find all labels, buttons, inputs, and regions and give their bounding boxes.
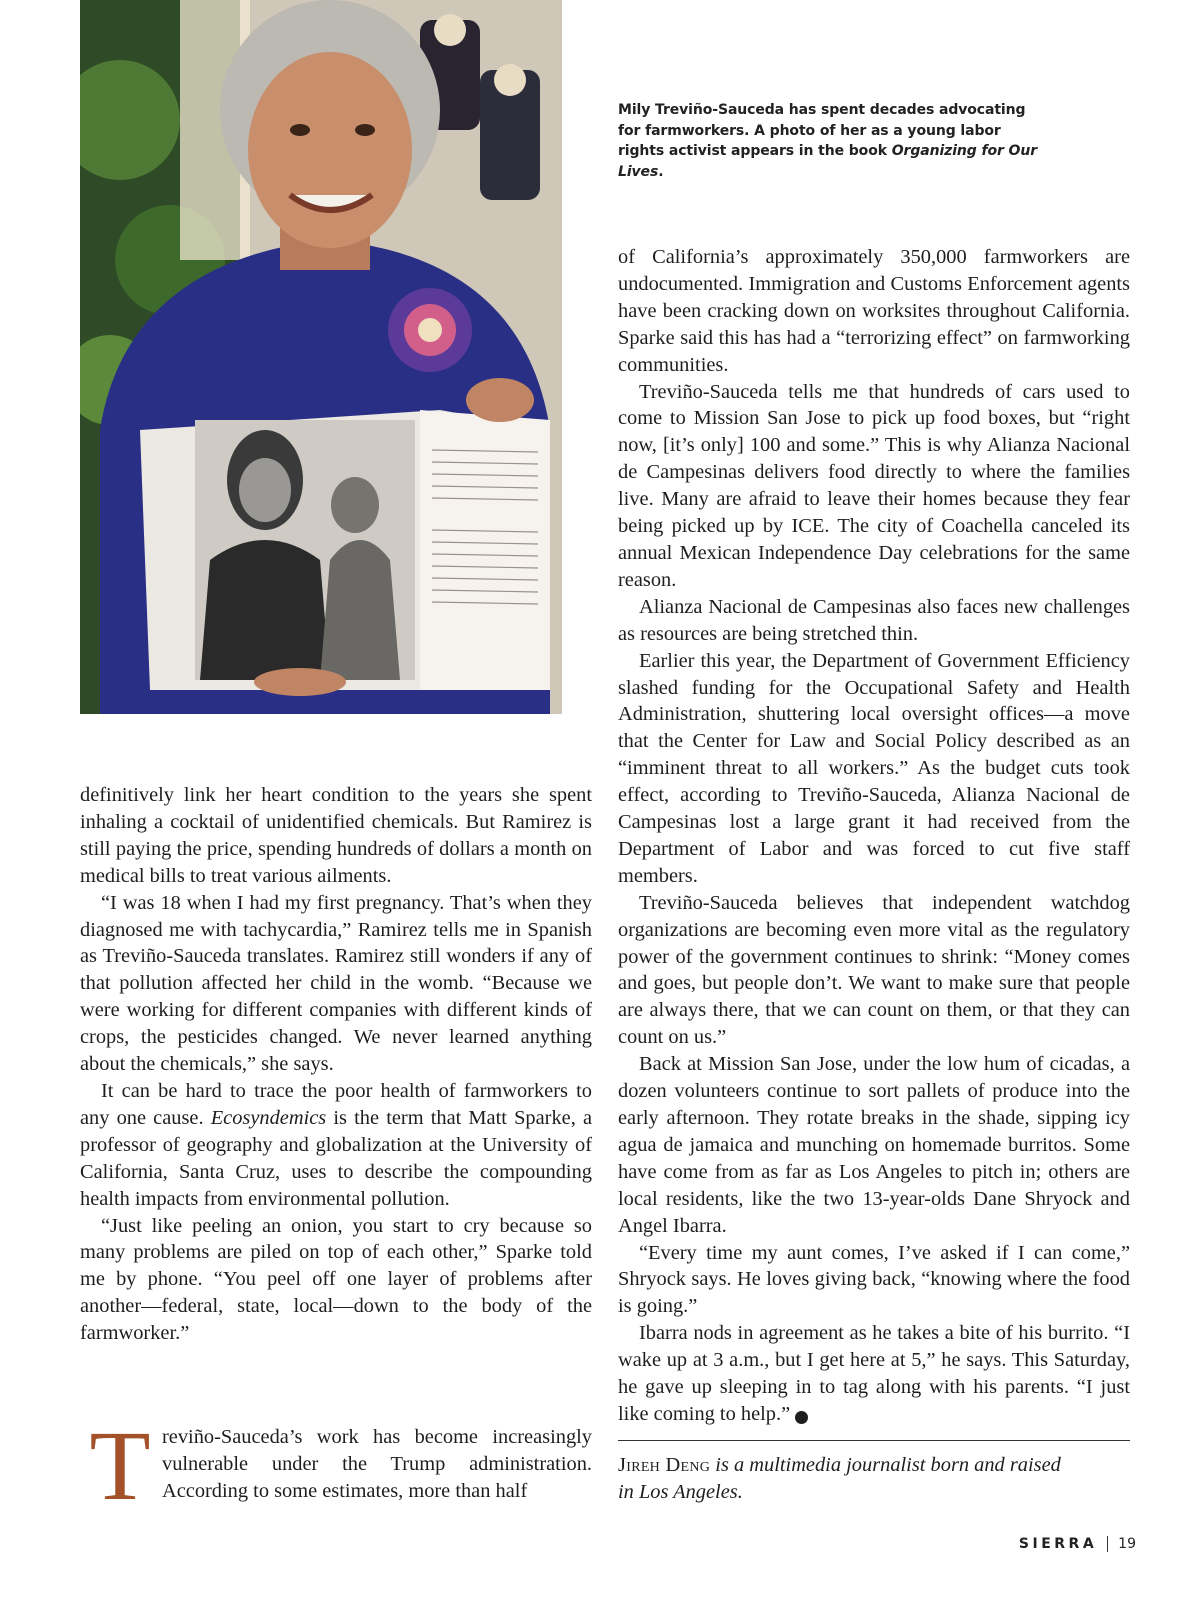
portrait-photo (80, 0, 562, 714)
left-paragraph-3-a: It can be hard to trace the poor health of farmworkers to any one cause. (80, 1079, 592, 1129)
caption-end: . (658, 163, 664, 180)
page-footer (1019, 1536, 1136, 1552)
left-paragraph-4: “Just like peeling an onion, you start to cry because so many problems are piled on top of each other,” Sparke told me by phone. “You peel off one layer of problems after another—federal, state, local—down to the body of the farmworker.” (80, 1214, 592, 1345)
caption-text: Mily Treviño-Sauceda has spent decades advocating for farmworkers. A photo of her as a young labor rights activist appears in the book (618, 102, 1026, 159)
section-opening-text: reviño-Sauceda’s work has become increasingly vulnerable under the Trump administration. According to some estimates, more than half (162, 1426, 592, 1502)
footer-separator (1107, 1536, 1108, 1552)
right-paragraph-8 (618, 1320, 1130, 1428)
right-paragraph-1: of California’s approximately 350,000 farmworkers are undocumented. Immigration and Customs Enforcement agents have been cracking down on worksites throughout California. Sparke said this has had a “terrorizing effect” on farmworking communities. (618, 246, 1130, 376)
photo-illustration (80, 0, 562, 714)
photo-caption (618, 100, 1038, 182)
right-paragraph-6: Back at Mission San Jose, under the low hum of cicadas, a dozen volunteers continue to sort pallets of produce into the early afternoon. They rotate breaks in the shade, sipping icy agua de jamaica and munching on homemade burritos. Some have come from as far as Los Angeles to pitch in; others are local residents, like the two 13-year-olds Dane Shryock and Angel Ibarra. (618, 1053, 1130, 1237)
right-paragraph-5: Treviño-Sauceda believes that independent watchdog organizations are becoming even more vital as the regulatory power of the government continues to shrink: “Money comes and goes, but people don’t. We want to make sure that people are always there, that we can count on them, or that they can count on us.” (618, 891, 1130, 1049)
right-paragraph-3: Alianza Nacional de Campesinas also faces new challenges as resources are being stretched thin. (618, 595, 1130, 645)
author-bio-text: is a multimedia journalist born and raised in Los Angeles. (618, 1454, 1061, 1503)
right-paragraph-4: Earlier this year, the Department of Government Efficiency slashed funding for the Occupational Safety and Health Administration, shuttering local oversight offices—a move that the Center for Law and Social Policy described as an “imminent threat to all workers.” As the budget cuts took effect, according to Treviño-Sauceda, Alianza Nacional de Campesinas lost a large grant it had received from the Department of Labor and was forced to cut five staff members. (618, 649, 1130, 887)
section-opening (80, 1410, 592, 1521)
right-paragraph-7: “Every time my aunt comes, I’ve asked if I can come,” Shryock says. He loves giving back, “knowing where the food is going.” (618, 1241, 1130, 1318)
right-paragraph-8-text: Ibarra nods in agreement as he takes a bite of his burrito. “I wake up at 3 a.m., but I get here at 5,” he says. This Saturday, he gave up sleeping in to tag along with his parents. “I just like coming to help.” (618, 1322, 1130, 1425)
author-bio (618, 1452, 1078, 1506)
bio-divider (618, 1440, 1130, 1441)
ecosyndemics-term: Ecosyndemics (210, 1106, 327, 1129)
end-mark-icon: S (795, 1411, 808, 1424)
author-name: Jireh Deng (618, 1454, 711, 1476)
left-column (80, 782, 592, 1347)
right-column (618, 244, 1130, 1428)
left-paragraph-3-b: is the term that Matt Sparke, a professor of geography and globalization at the University of California, Santa Cruz, uses to describe the compounding health impacts from environmental pollution. (80, 1106, 593, 1210)
caption-book-title: Organizing for Our Lives (618, 143, 1038, 180)
left-paragraph-3 (80, 1078, 592, 1213)
right-paragraph-2: Treviño-Sauceda tells me that hundreds of cars used to come to Mission San Jose to pick up food boxes, but “right now, [it’s only] 100 and some.” This is why Alianza Nacional de Campesinas delivers food directly to where the families live. Many are afraid to leave their homes because they fear being picked up by ICE. The city of Coachella canceled its annual Mexican Independence Day celebrations for the same reason. (618, 380, 1130, 591)
left-paragraph-2: “I was 18 when I had my first pregnancy. That’s when they diagnosed me with tachycardia,” Ramirez tells me in Spanish as Treviño-Sauceda translates. Ramirez still wonders if any of that pollution affected her child in the womb. “Because we were working for different companies with different kinds of crops, the pesticides changed. We never learned anything about the chemicals,” she says. (80, 891, 592, 1076)
left-paragraph-1: definitively link her heart condition to the years she spent inhaling a cocktail of unidentified chemicals. But Ramirez is still paying the price, spending hundreds of dollars a month on medical bills to treat various ailments. (80, 784, 592, 887)
page-number: 19 (1118, 1536, 1136, 1552)
magazine-name: SIERRA (1018, 1536, 1098, 1552)
drop-cap: T (89, 1410, 151, 1521)
